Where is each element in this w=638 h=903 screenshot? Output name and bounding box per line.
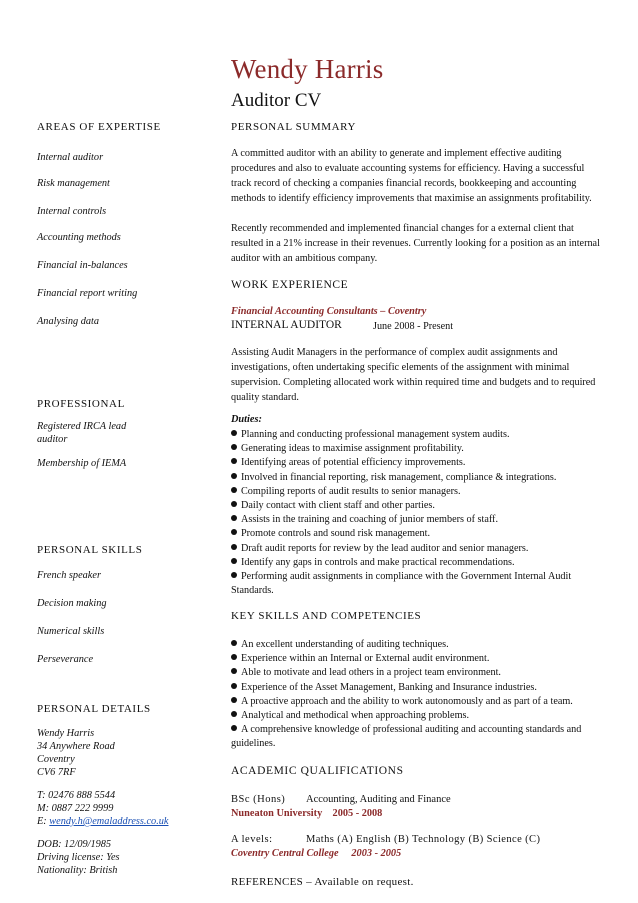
duty-item	[231, 513, 603, 527]
cv-title: Auditor CV	[231, 90, 322, 111]
bsc-label: BSc (Hons)	[231, 794, 286, 805]
professional-item: Registered IRCA lead auditor	[37, 421, 127, 445]
job-dates: June 2008 - Present	[373, 321, 454, 332]
bullet-icon	[231, 572, 237, 578]
expertise-item: Risk management	[37, 178, 110, 189]
academic-heading: ACADEMIC QUALIFICATIONS	[231, 765, 404, 777]
detail-name: Wendy Harris	[37, 728, 95, 739]
summary-heading: PERSONAL SUMMARY	[231, 121, 357, 133]
company-name: Financial Accounting Consultants – Coventry	[231, 306, 427, 317]
key-skill-item	[231, 666, 603, 680]
bullet-icon	[231, 668, 237, 674]
duty-text: Identifying areas of potential efficiency improvements.	[241, 457, 466, 469]
duty-item	[231, 499, 603, 513]
bsc-subject: Accounting, Auditing and Finance	[306, 794, 451, 805]
key-skill-text: An excellent understanding of auditing techniques.	[241, 639, 449, 650]
detail-mobile: M: 0887 222 9999	[37, 803, 114, 814]
bullet-icon	[231, 654, 237, 660]
expertise-item: Internal auditor	[37, 152, 104, 163]
key-skill-text: Analytical and methodical when approaching problems.	[241, 710, 470, 722]
bullet-icon	[231, 683, 237, 689]
bullet-icon	[231, 430, 237, 436]
expertise-item: Financial report writing	[37, 288, 138, 299]
details-heading: PERSONAL DETAILS	[37, 703, 151, 715]
duty-text: Draft audit reports for review by the lead auditor and senior managers.	[241, 542, 529, 554]
skill-item: Numerical skills	[37, 626, 105, 637]
skill-item: French speaker	[37, 570, 101, 581]
candidate-name: Wendy Harris	[231, 54, 384, 84]
key-skill-item	[231, 638, 603, 652]
key-skill-text: Able to motivate and lead others in a project team environment.	[241, 667, 501, 679]
professional-heading: PROFESSIONAL	[37, 398, 125, 410]
references-line: REFERENCES – Available on request.	[231, 876, 414, 888]
duty-text: Daily contact with client staff and other parties.	[241, 500, 435, 512]
duty-text: Involved in financial reporting, risk management, compliance & integrations.	[241, 471, 557, 483]
skill-item: Decision making	[37, 598, 107, 609]
key-skill-item	[231, 681, 603, 695]
alevel-school: Coventry Central College 2003 - 2005	[231, 848, 402, 859]
skill-item: Perseverance	[37, 654, 94, 665]
expertise-item: Financial in-balances	[37, 260, 128, 271]
duties-label-text: Duties	[231, 414, 259, 425]
alevel-label: A levels:	[231, 834, 273, 845]
expertise-item: Accounting methods	[37, 232, 121, 243]
bullet-icon	[231, 711, 237, 717]
key-skill-item	[231, 723, 603, 751]
duty-item	[231, 456, 603, 470]
duty-text: Planning and conducting professional management system audits.	[241, 429, 510, 440]
key-skill-item	[231, 652, 603, 666]
key-skill-item	[231, 709, 603, 723]
detail-city: Coventry	[37, 754, 75, 765]
email-link[interactable]: wendy.h@emaladdress.co.uk	[49, 816, 169, 827]
duty-item	[231, 428, 603, 442]
detail-phone: T: 02476 888 5544	[37, 790, 116, 801]
bullet-icon	[231, 444, 237, 450]
duty-text: Performing audit assignments in compliance with the Government Internal Audit Standards.	[231, 571, 572, 597]
bullet-icon	[231, 544, 237, 550]
key-skill-text: A proactive approach and the ability to work autonomously and as part of a team.	[241, 695, 573, 707]
duty-item	[231, 471, 603, 485]
detail-nationality: Nationality: British	[37, 865, 118, 876]
bullet-icon	[231, 458, 237, 464]
duty-text: Assists in the training and coaching of junior members of staff.	[241, 514, 498, 526]
key-skill-item	[231, 695, 603, 709]
duty-text: Compiling reports of audit results to senior managers.	[241, 485, 461, 497]
key-skill-text: Experience of the Asset Management, Banking and Insurance industries.	[241, 681, 537, 693]
summary-paragraph-1: A committed auditor with an ability to generate and implement effective auditing procedures and also to evaluate accounting systems for efficiency. Having a successful track record of checking a companies financial records, bookkeeping and accounting methods to identify efficiency improvements that maximise an assignments profitability.	[231, 148, 592, 204]
duty-text: Identify any gaps in controls and make practical recommendations.	[241, 556, 515, 568]
duty-text: Promote controls and sound risk management.	[241, 528, 431, 540]
summary-paragraph-2: Recently recommended and implemented financial changes for a external client that resulted in a 21% increase in their revenues. Currently looking for a position as an internal auditor with an ambitious company.	[231, 223, 600, 264]
duty-item	[231, 556, 603, 570]
expertise-item: Analysing data	[37, 316, 100, 327]
bullet-icon	[231, 515, 237, 521]
detail-email	[37, 815, 169, 828]
bullet-icon	[231, 529, 237, 535]
alevel-subjects: Maths (A) English (B) Technology (B) Science (C)	[306, 834, 541, 845]
duties-label: Duties:	[231, 414, 262, 425]
bullet-icon	[231, 501, 237, 507]
bullet-icon	[231, 697, 237, 703]
bullet-icon	[231, 487, 237, 493]
bullet-icon	[231, 640, 237, 646]
email-prefix: E:	[37, 816, 50, 827]
skills-heading-left: PERSONAL SKILLS	[37, 544, 143, 556]
key-skills-heading: KEY SKILLS AND COMPETENCIES	[231, 610, 422, 622]
duty-item	[231, 542, 603, 556]
bullet-icon	[231, 725, 237, 731]
duty-item	[231, 527, 603, 541]
work-heading: WORK EXPERIENCE	[231, 279, 349, 291]
job-role: INTERNAL AUDITOR	[231, 319, 342, 331]
detail-license: Driving license: Yes	[37, 852, 120, 863]
duty-item	[231, 442, 603, 456]
work-description: Assisting Audit Managers in the performance of complex audit assignments and investigations, often undertaking specific elements of the assignment with minimal supervision. Completing allocated work within required time and budgets and to required quality standard.	[231, 347, 596, 403]
bsc-school: Nuneaton University 2005 - 2008	[231, 808, 383, 819]
detail-address: 34 Anywhere Road	[37, 741, 115, 752]
detail-postcode: CV6 7RF	[37, 767, 76, 778]
duty-item	[231, 570, 603, 598]
expertise-heading: AREAS OF EXPERTISE	[37, 121, 161, 133]
bullet-icon	[231, 558, 237, 564]
key-skill-text: Experience within an Internal or External audit environment.	[241, 653, 490, 665]
duty-item	[231, 485, 603, 499]
duties-list	[231, 428, 603, 598]
key-skill-text: A comprehensive knowledge of professional auditing and accounting standards and guidelines.	[231, 724, 582, 750]
detail-dob: DOB: 12/09/1985	[37, 839, 112, 850]
expertise-item: Internal controls	[37, 206, 107, 217]
key-skills-list	[231, 638, 603, 752]
bullet-icon	[231, 473, 237, 479]
professional-item: Membership of IEMA	[37, 458, 127, 469]
duty-text: Generating ideas to maximise assignment profitability.	[241, 443, 464, 455]
